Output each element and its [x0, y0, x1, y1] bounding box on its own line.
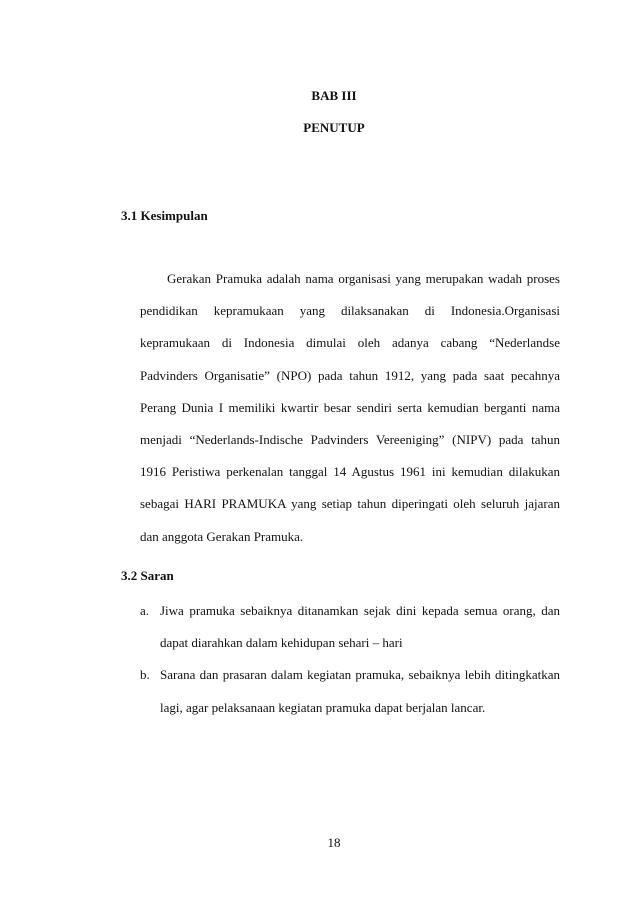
chapter-title: PENUTUP: [303, 120, 365, 135]
suggestion-item-b: [140, 659, 560, 723]
suggestion-item-a: [140, 595, 560, 659]
conclusion-paragraph: Gerakan Pramuka adalah nama organisasi yang merupakan wadah proses pendidikan kepramukaan yang dilaksanakan di Indonesia.Organisasi kepramukaan di Indonesia dimulai oleh adanya cabang “Nederlandse Padvinders Organisatie” (NPO) pada tahun 1912, yang pada saat pecahnya Perang Dunia I memiliki kwartir besar sendiri serta kemudian berganti nama menjadi “Nederlands-Indische Padvinders Vereeniging” (NIPV) pada tahun 1916 Peristiwa perkenalan tanggal 14 Agustus 1961 ini kemudian dilakukan sebagai HARI PRAMUKA yang setiap tahun diperingati oleh seluruh jajaran dan anggota Gerakan Pramuka.: [140, 271, 560, 544]
section-heading-suggestions: 3.2 Saran: [121, 568, 174, 583]
page-number: 18: [327, 835, 341, 850]
suggestion-text: Jiwa pramuka sebaiknya ditanamkan sejak dini kepada semua orang, dan dapat diarahkan dalam kehidupan sehari – hari: [160, 603, 560, 651]
list-marker: a.: [140, 603, 150, 618]
list-marker: b.: [140, 667, 150, 683]
suggestion-list: [140, 595, 560, 724]
chapter-label: BAB III: [311, 88, 357, 103]
section-heading-conclusion: 3.1 Kesimpulan: [121, 208, 208, 223]
suggestion-text: Sarana dan prasaran dalam kegiatan pramuka, sebaiknya lebih ditingkatkan lagi, agar pelaksanaan kegiatan pramuka dapat berjalan lancar.: [160, 667, 560, 715]
